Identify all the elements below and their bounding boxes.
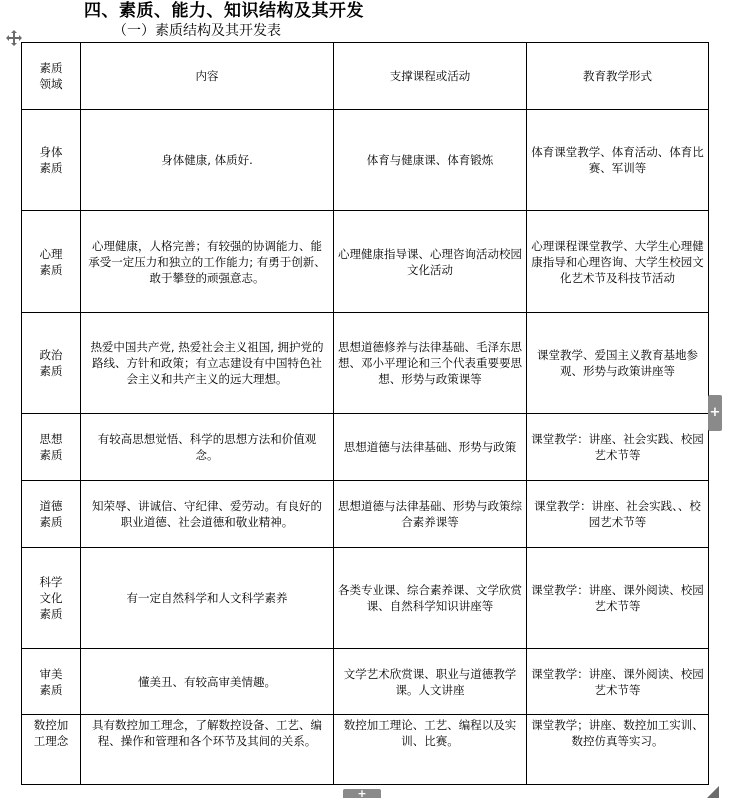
content-cell: 热爱中国共产党, 热爱社会主义祖国, 拥护党的路线、方针和政策；有立志建设有中国特色社会主义和共产主义的远大理想。 bbox=[81, 313, 334, 414]
form-cell: 课堂教学：讲座、社会实践、、校园艺术节等 bbox=[527, 481, 709, 548]
table-row bbox=[22, 649, 709, 715]
header-form: 教育教学形式 bbox=[527, 43, 709, 110]
form-cell: 课堂教学：讲座、社会实践、校园艺术节等 bbox=[527, 414, 709, 481]
header-domain-label: 素质 领域 bbox=[39, 61, 63, 91]
move-arrows-icon[interactable] bbox=[6, 30, 22, 46]
content-cell: 心理健康，人格完善；有较强的协调能力、能承受一定压力和独立的工作能力; 有勇于创新、敢于攀登的顽强意志。 bbox=[81, 211, 334, 313]
table-row bbox=[22, 548, 709, 649]
resize-corner-icon[interactable] bbox=[707, 786, 719, 798]
domain-cell: 数控加 工理念 bbox=[22, 715, 81, 785]
add-row-button[interactable]: + bbox=[343, 789, 381, 798]
domain-cell: 政治 素质 bbox=[22, 313, 81, 414]
domain-cell: 身体 素质 bbox=[22, 110, 81, 211]
header-domain bbox=[22, 43, 81, 110]
content-cell: 懂美丑、有较高审美情趣。 bbox=[81, 649, 334, 715]
form-cell: 体育课堂教学、体育活动、体育比赛、军训等 bbox=[527, 110, 709, 211]
support-cell: 各类专业课、综合素养课、文学欣赏课、自然科学知识讲座等 bbox=[334, 548, 527, 649]
table-row bbox=[22, 414, 709, 481]
support-cell: 数控加工理论、工艺、编程以及实训、比赛。 bbox=[334, 715, 527, 785]
form-cell: 课堂教学；讲座、数控加工实训、数控仿真等实习。 bbox=[527, 715, 709, 785]
header-support: 支撑课程或活动 bbox=[334, 43, 527, 110]
table-row bbox=[22, 110, 709, 211]
form-cell: 课堂教学、爱国主义教育基地参观、形势与政策讲座等 bbox=[527, 313, 709, 414]
support-cell: 思想道德与法律基础、形势与政策 bbox=[334, 414, 527, 481]
table-row bbox=[22, 481, 709, 548]
content-cell: 有一定自然科学和人文科学素养 bbox=[81, 548, 334, 649]
domain-cell: 心理 素质 bbox=[22, 211, 81, 313]
section-heading: 四、素质、能力、知识结构及其开发 bbox=[84, 1, 364, 21]
content-cell: 知荣辱、讲诚信、守纪律、爱劳动。有良好的职业道德、社会道德和敬业精神。 bbox=[81, 481, 334, 548]
table-row bbox=[22, 313, 709, 414]
table-row bbox=[22, 211, 709, 313]
domain-cell: 科学 文化 素质 bbox=[22, 548, 81, 649]
support-cell: 思想道德修养与法律基础、毛泽东思想、邓小平理论和三个代表重要要思想、形势与政策课等 bbox=[334, 313, 527, 414]
content-cell: 有较高思想觉悟、科学的思想方法和价值观念。 bbox=[81, 414, 334, 481]
support-cell: 体育与健康课、体育锻炼 bbox=[334, 110, 527, 211]
form-cell: 课堂教学：讲座、课外阅读、校园艺术节等 bbox=[527, 649, 709, 715]
domain-cell: 道德 素质 bbox=[22, 481, 81, 548]
add-column-button[interactable]: + bbox=[708, 395, 722, 431]
form-cell: 课堂教学：讲座、课外阅读、校园艺术节等 bbox=[527, 548, 709, 649]
domain-cell: 审美 素质 bbox=[22, 649, 81, 715]
table-header-row bbox=[22, 43, 709, 110]
quality-structure-table bbox=[21, 42, 709, 785]
table-row bbox=[22, 715, 709, 785]
support-cell: 心理健康指导课、心理咨询活动校园文化活动 bbox=[334, 211, 527, 313]
content-cell: 身体健康, 体质好. bbox=[81, 110, 334, 211]
support-cell: 文学艺术欣赏课、职业与道德教学课。人文讲座 bbox=[334, 649, 527, 715]
form-cell: 心理课程课堂教学、大学生心理健康指导和心理咨询、大学生校园文化艺术节及科技节活动 bbox=[527, 211, 709, 313]
content-cell: 具有数控加工理念，了解数控设备、工艺、编程、操作和管理和各个环节及其间的关系。 bbox=[81, 715, 334, 785]
support-cell: 思想道德与法律基础、形势与政策综合素养课等 bbox=[334, 481, 527, 548]
table-caption: （一）素质结构及其开发表 bbox=[113, 23, 281, 39]
header-content: 内容 bbox=[81, 43, 334, 110]
domain-cell: 思想 素质 bbox=[22, 414, 81, 481]
